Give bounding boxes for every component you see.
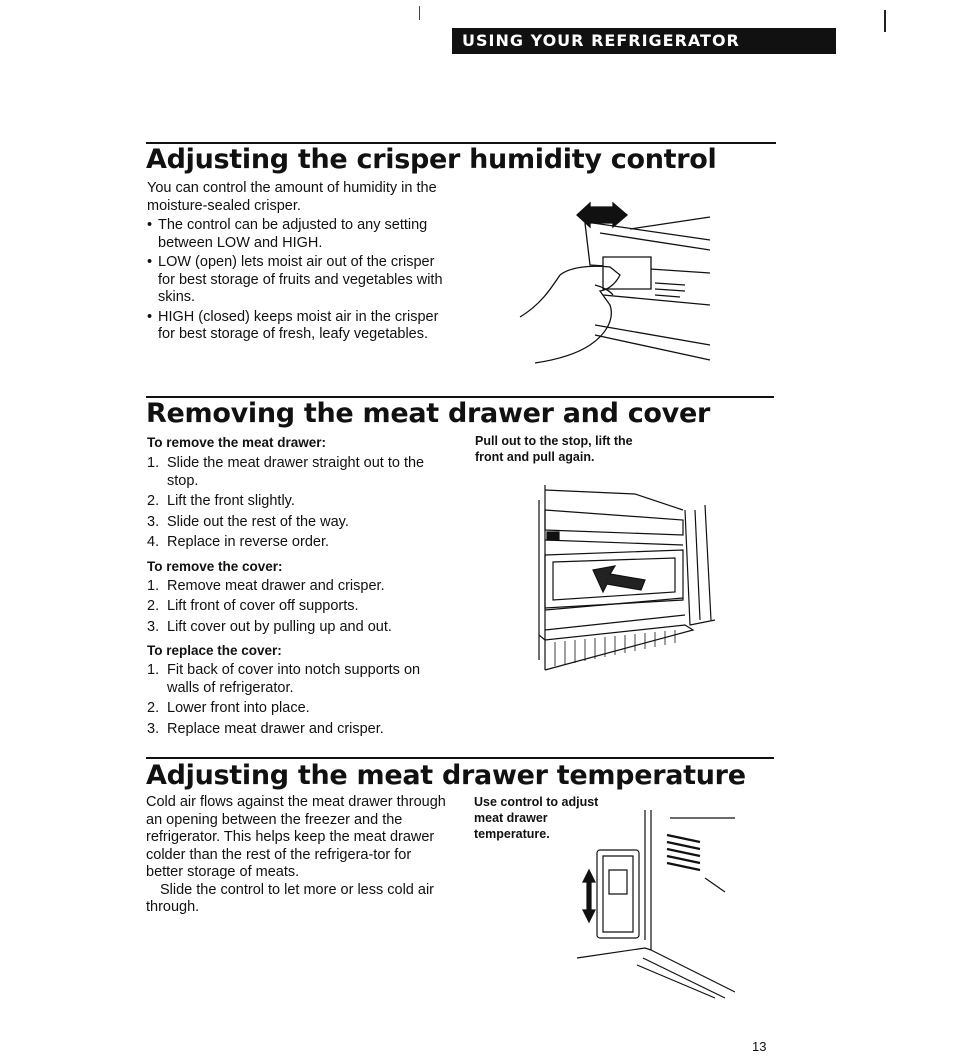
- section-rule: [146, 757, 774, 759]
- section-banner: USING YOUR REFRIGERATOR: [452, 28, 836, 54]
- scan-mark: [884, 10, 886, 32]
- remove-drawer-steps: [147, 455, 447, 552]
- list-item: 2. Lift front of cover off supports.: [147, 598, 359, 614]
- list-item: 1. Remove meat drawer and crisper.: [147, 577, 385, 594]
- remove-drawer-heading: To remove the meat drawer:: [147, 435, 327, 450]
- page-number: 13: [752, 1039, 767, 1054]
- list-item: • The control can be adjusted to any setting between LOW and HIGH.: [147, 217, 447, 252]
- temperature-para-2: Slide the control to let more or less cold air through.: [146, 881, 435, 915]
- temperature-control-illustration: [575, 800, 735, 1000]
- meat-drawer-instructions: [147, 434, 447, 741]
- list-item: 2. Lift the front slightly.: [147, 493, 295, 509]
- list-item: • HIGH (closed) keeps moist air in the crisper for best storage of fresh, leafy vegetables.: [147, 309, 447, 344]
- crisper-bullets: [147, 217, 447, 344]
- crisper-intro: You can control the amount of humidity in the moisture-sealed crisper.: [147, 180, 437, 214]
- scan-mark: [419, 6, 420, 20]
- list-item: • LOW (open) lets moist air out of the crisper for best storage of fruits and vegetables with skins.: [147, 254, 447, 307]
- temperature-caption: Use control to adjust meat drawer temperature.: [474, 795, 599, 841]
- list-item: 3. Slide out the rest of the way.: [147, 513, 349, 530]
- meat-drawer-illustration: [515, 480, 725, 680]
- list-item: 4. Replace in reverse order.: [147, 534, 329, 550]
- meat-drawer-caption: Pull out to the stop, lift the front and pull again.: [475, 434, 633, 464]
- temperature-para-1: Cold air flows against the meat drawer through an opening between the freezer and the refrigerator. This helps keep the meat drawer colder than the rest of the refrigera-tor for better storage of meats.: [146, 794, 446, 880]
- temperature-text: [146, 794, 451, 917]
- list-item: 1. Fit back of cover into notch supports on walls of refrigerator.: [147, 662, 421, 696]
- meat-drawer-title: Removing the meat drawer and cover: [146, 398, 710, 429]
- list-item: 1. Slide the meat drawer straight out to the stop.: [147, 455, 425, 489]
- remove-cover-heading: To remove the cover:: [147, 558, 283, 574]
- list-item: 3. Replace meat drawer and crisper.: [147, 720, 384, 737]
- temperature-title: Adjusting the meat drawer temperature: [146, 760, 746, 791]
- replace-cover-heading: To replace the cover:: [147, 643, 282, 658]
- replace-cover-steps: [147, 662, 447, 738]
- crisper-text: [147, 180, 447, 344]
- crisper-title: Adjusting the crisper humidity control: [146, 144, 717, 175]
- list-item: 2. Lower front into place.: [147, 700, 310, 716]
- list-item: 3. Lift cover out by pulling up and out.: [147, 618, 392, 635]
- remove-cover-steps: [147, 578, 447, 637]
- crisper-control-illustration: [515, 195, 715, 375]
